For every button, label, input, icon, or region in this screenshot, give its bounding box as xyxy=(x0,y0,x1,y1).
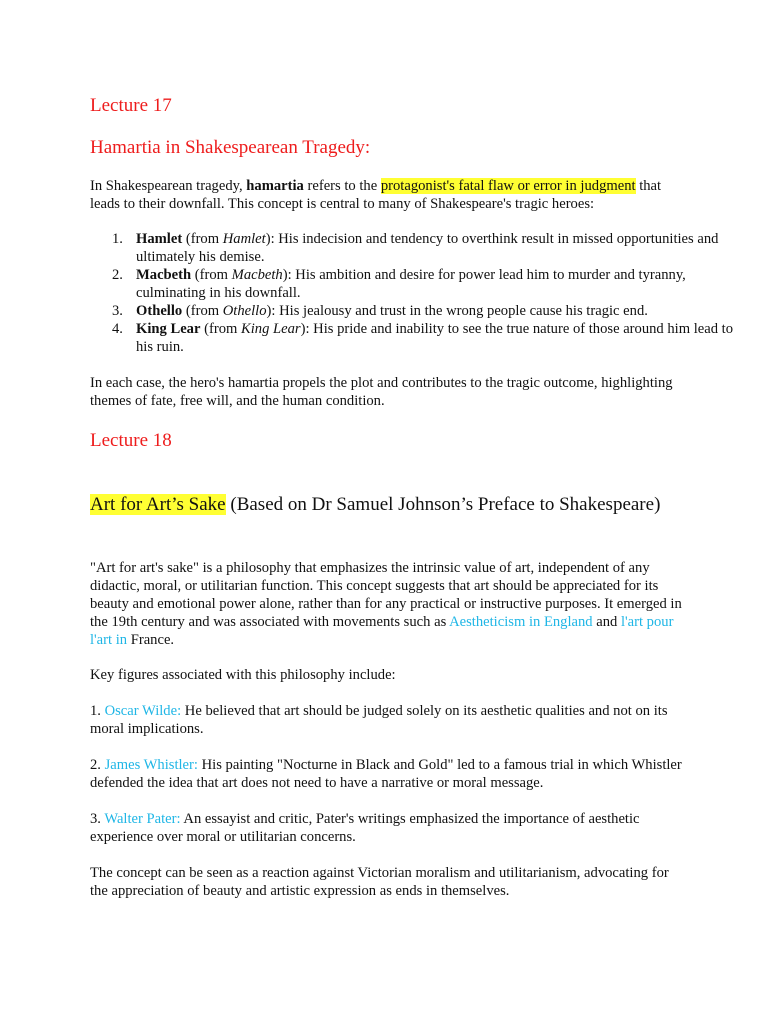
tragic-heroes-list xyxy=(90,230,736,356)
hamartia-conclusion: In each case, the hero's hamartia propels the plot and contributes to the tragic outcome, highlighting themes of fate, free will, and the human condition. xyxy=(90,375,673,409)
figure-number: 3. xyxy=(90,811,105,827)
art-intro-paragraph xyxy=(90,559,690,649)
hero-name: Othello xyxy=(136,303,183,319)
play-title: Othello xyxy=(222,303,267,319)
heading-subtitle: (Based on Dr Samuel Johnson’s Preface to Shakespeare) xyxy=(225,494,661,515)
figure-name-link[interactable]: Walter Pater: xyxy=(104,811,181,827)
hero-description: ): His jealousy and trust in the wrong people cause his tragic end. xyxy=(266,303,648,319)
heading-highlight: Art for Art’s Sake xyxy=(90,494,226,515)
list-number: 3. xyxy=(112,303,123,319)
art-conclusion: The concept can be seen as a reaction against Victorian moralism and utilitarianism, advocating for the appreciation of beauty and artistic expression as ends in themselves. xyxy=(90,865,669,899)
play-title: Hamlet xyxy=(222,231,266,247)
art-for-arts-sake-heading xyxy=(90,493,690,517)
key-figures-intro: Key figures associated with this philosophy include: xyxy=(90,667,396,683)
figure-description: His painting "Nocturne in Black and Gold" led to a famous trial in which Whistler defended the idea that art does not need to have a narrative or moral message. xyxy=(90,757,682,791)
art-intro-text-1: "Art for art's sake" is a philosophy that emphasizes the intrinsic value of art, independent of any didactic, moral, or utilitarian function. This concept suggests that art should be appreciated for its beauty and emotional power alone, rather than for any practical or instructive purposes. It emerged in the 19th century and was associated with movements such as xyxy=(90,560,682,630)
from-text: (from xyxy=(200,321,241,337)
hero-description: ): His pride and inability to see the true nature of those around him lead to his ruin. xyxy=(136,321,734,355)
from-text: (from xyxy=(182,303,223,319)
aestheticism-link[interactable]: Aestheticism in England xyxy=(449,614,593,630)
hero-name: King Lear xyxy=(136,321,201,337)
figure-description: He believed that art should be judged solely on its aesthetic qualities and not on its moral implications. xyxy=(90,703,668,737)
lecture-18-title: Lecture 18 xyxy=(90,430,172,451)
hero-name: Macbeth xyxy=(136,267,192,283)
art-intro-text-2: and xyxy=(592,614,621,630)
hamartia-intro xyxy=(90,177,690,213)
list-item xyxy=(112,302,736,320)
play-title: King Lear xyxy=(241,321,301,337)
hero-description: ): His ambition and desire for power lead him to murder and tyranny, culminating in his downfall. xyxy=(136,267,686,301)
intro-text-1: In Shakespearean tragedy, xyxy=(90,178,247,194)
from-text: (from xyxy=(191,267,232,283)
list-item xyxy=(112,320,736,356)
art-intro-text-3: France. xyxy=(127,632,175,648)
intro-text-2: refers to the xyxy=(303,178,381,194)
from-text: (from xyxy=(182,231,223,247)
lart-pour-lart-link[interactable]: l'art pour l'art in xyxy=(90,614,674,648)
figure-item xyxy=(90,756,690,792)
list-number: 4. xyxy=(112,321,123,337)
hero-name: Hamlet xyxy=(136,231,183,247)
figure-name-link[interactable]: Oscar Wilde: xyxy=(104,703,182,719)
figure-description: An essayist and critic, Pater's writings emphasized the importance of aesthetic experience over moral or utilitarian concerns. xyxy=(90,811,640,845)
figure-item xyxy=(90,810,690,846)
figure-number: 2. xyxy=(90,757,105,773)
highlighted-phrase: protagonist's fatal flaw or error in judgment xyxy=(380,178,636,194)
intro-text-3: that leads to their downfall. This concept is central to many of Shakespeare's tragic heroes: xyxy=(90,178,662,212)
list-number: 1. xyxy=(112,231,123,247)
hamartia-term: hamartia xyxy=(246,178,304,194)
lecture-17-title: Lecture 17 xyxy=(90,95,172,116)
list-item xyxy=(112,230,736,266)
figure-name-link[interactable]: James Whistler: xyxy=(104,757,198,773)
play-title: Macbeth xyxy=(231,267,283,283)
hero-description: ): His indecision and tendency to overthink result in missed opportunities and ultimately his demise. xyxy=(136,231,719,265)
figure-number: 1. xyxy=(90,703,105,719)
figure-item xyxy=(90,702,690,738)
hamartia-heading: Hamartia in Shakespearean Tragedy: xyxy=(90,137,371,158)
list-number: 2. xyxy=(112,267,123,283)
list-item xyxy=(112,266,736,302)
